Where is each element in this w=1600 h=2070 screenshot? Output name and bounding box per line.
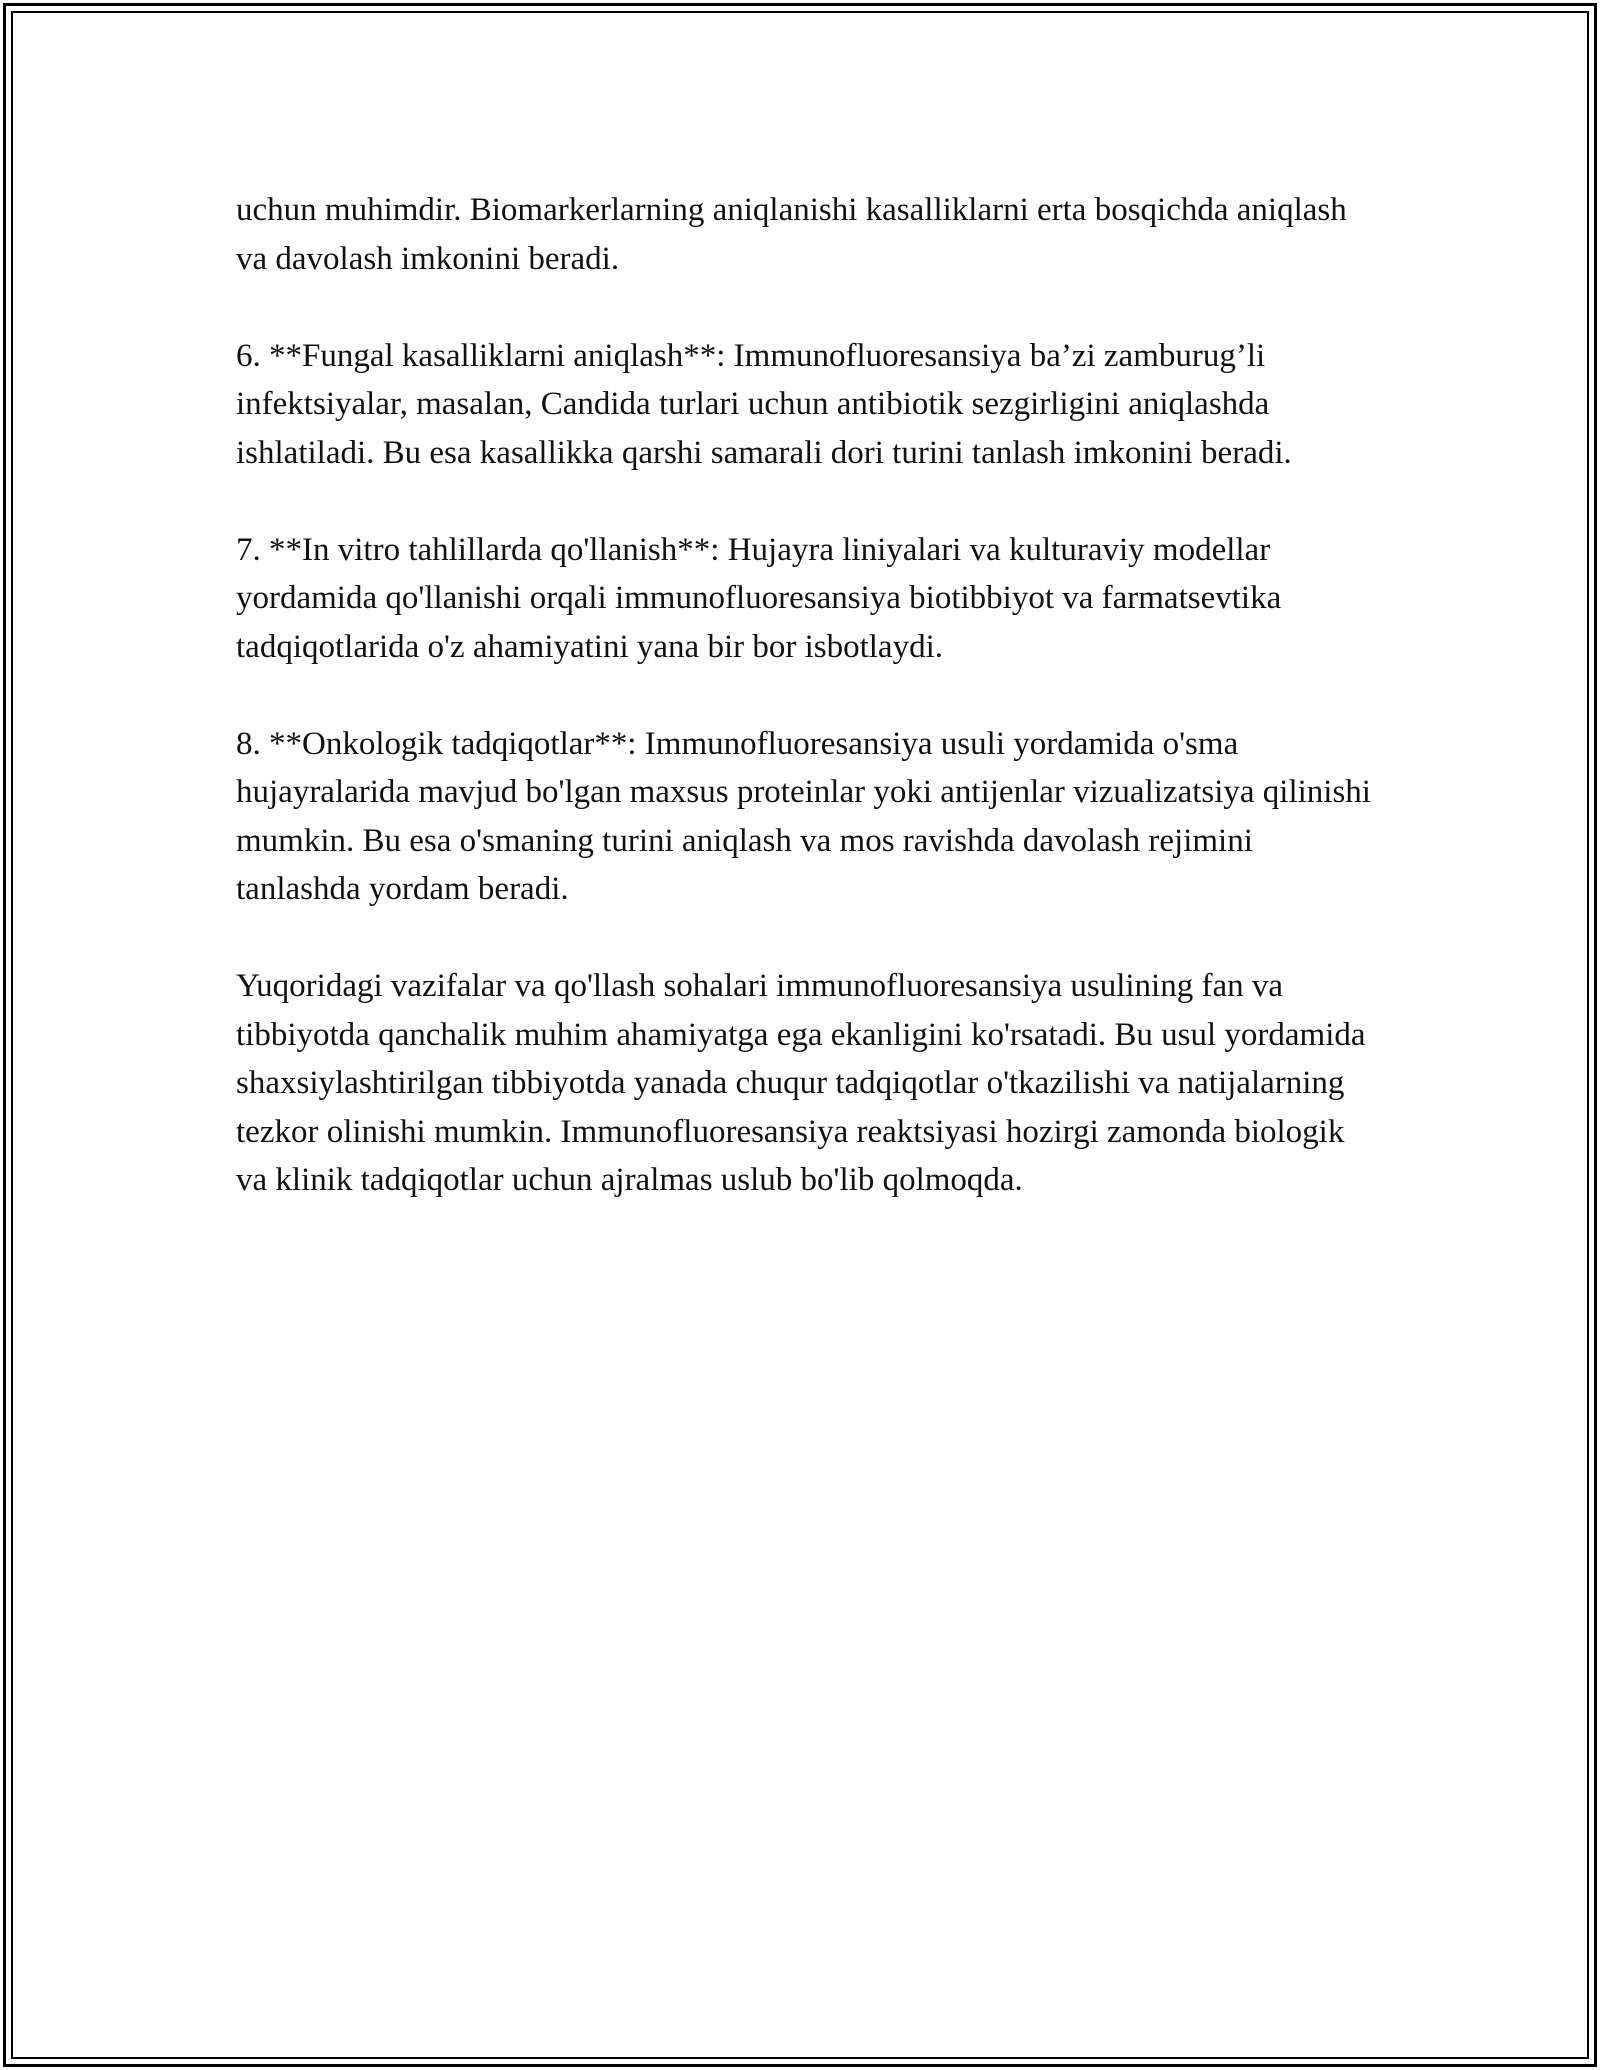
paragraph-continuation: uchun muhimdir. Biomarkerlarning aniqlanishi kasalliklarni erta bosqichda aniqlash va davolash imkonini beradi. (236, 192, 1347, 277)
paragraph-item-8-oncology: 8. **Onkologik tadqiqotlar**: Immunofluoresansiya usuli yordamida o'sma hujayralarida mavjud bo'lgan maxsus proteinlar yoki antijenlar vizualizatsiya qilinishi mumkin. Bu esa o'smaning turini aniqlash va mos ravishda davolash rejimini tanlashda yordam beradi. (236, 725, 1371, 907)
document-body (236, 186, 1371, 1253)
paragraph-conclusion: Yuqoridagi vazifalar va qo'llash sohalari immunofluoresansiya usulining fan va tibbiyotda qanchalik muhim ahamiyatga ega ekanligini ko'rsatadi. Bu usul yordamida shaxsiylashtirilgan tibbiyotda yanada chuqur tadqiqotlar o'tkazilishi va natijalarning tezkor olinishi mumkin. Immunofluoresansiya reaktsiyasi hozirgi zamonda biologik va klinik tadqiqotlar uchun ajralmas uslub bo'lib qolmoqda. (236, 968, 1366, 1198)
paragraph-item-7-in-vitro: 7. **In vitro tahlillarda qo'llanish**: Hujayra liniyalari va kulturaviy modellar yordamida qo'llanishi orqali immunofluoresansiya biotibbiyot va farmatsevtika tadqiqotlarida o'z ahamiyatini yana bir bor isbotlaydi. (236, 531, 1282, 665)
paragraph-item-6-fungal: 6. **Fungal kasalliklarni aniqlash**: Immunofluoresansiya ba’zi zamburug’li infektsiyalar, masalan, Candida turlari uchun antibiotik sezgirligini aniqlashda ishlatiladi. Bu esa kasallikka qarshi samarali dori turini tanlash imkonini beradi. (236, 337, 1292, 471)
